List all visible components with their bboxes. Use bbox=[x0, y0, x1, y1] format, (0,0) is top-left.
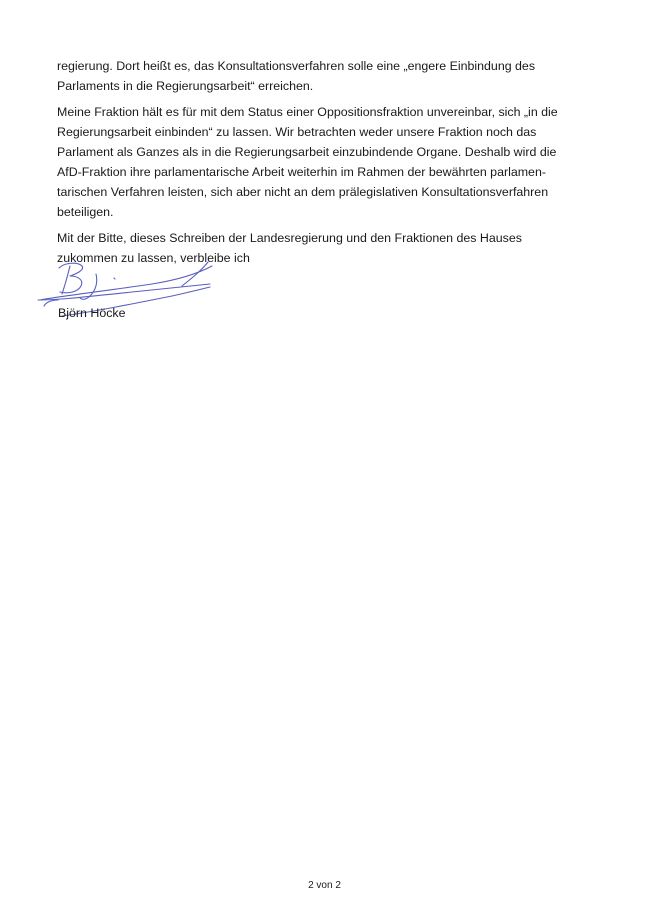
text-line: regierung. Dort heißt es, das Konsultationsverfahren solle eine „engere Einbindung des bbox=[57, 59, 536, 73]
text-line: tarischen Verfahren leisten, sich aber nicht an dem prälegislativen Konsultationsverfahren bbox=[57, 185, 549, 199]
paragraph-2 bbox=[57, 102, 592, 222]
text-line: Parlament als Ganzes als in die Regierungsarbeit einzubindende Organe. Deshalb wird die bbox=[57, 145, 557, 159]
text-line: Meine Fraktion hält es für mit dem Status einer Oppositionsfraktion unvereinbar, sich „in die bbox=[57, 105, 558, 119]
text-line: AfD-Fraktion ihre parlamentarische Arbeit weiterhin im Rahmen der bewährten parlamen- bbox=[57, 165, 546, 179]
page-number: 2 von 2 bbox=[308, 880, 341, 891]
signer-name: Björn Höcke bbox=[58, 306, 126, 320]
text-line: Mit der Bitte, dieses Schreiben der Landesregierung und den Fraktionen des Hauses bbox=[57, 231, 522, 245]
text-line: beteiligen. bbox=[57, 205, 114, 219]
paragraph-1 bbox=[57, 56, 592, 96]
text-line: zukommen zu lassen, verbleibe ich bbox=[57, 251, 250, 265]
text-line: Parlaments in die Regierungsarbeit“ erreichen. bbox=[57, 79, 314, 93]
text-line: Regierungsarbeit einbinden“ zu lassen. Wir betrachten weder unsere Fraktion noch das bbox=[57, 125, 537, 139]
signature-block bbox=[32, 256, 232, 326]
letter-body bbox=[57, 56, 592, 274]
